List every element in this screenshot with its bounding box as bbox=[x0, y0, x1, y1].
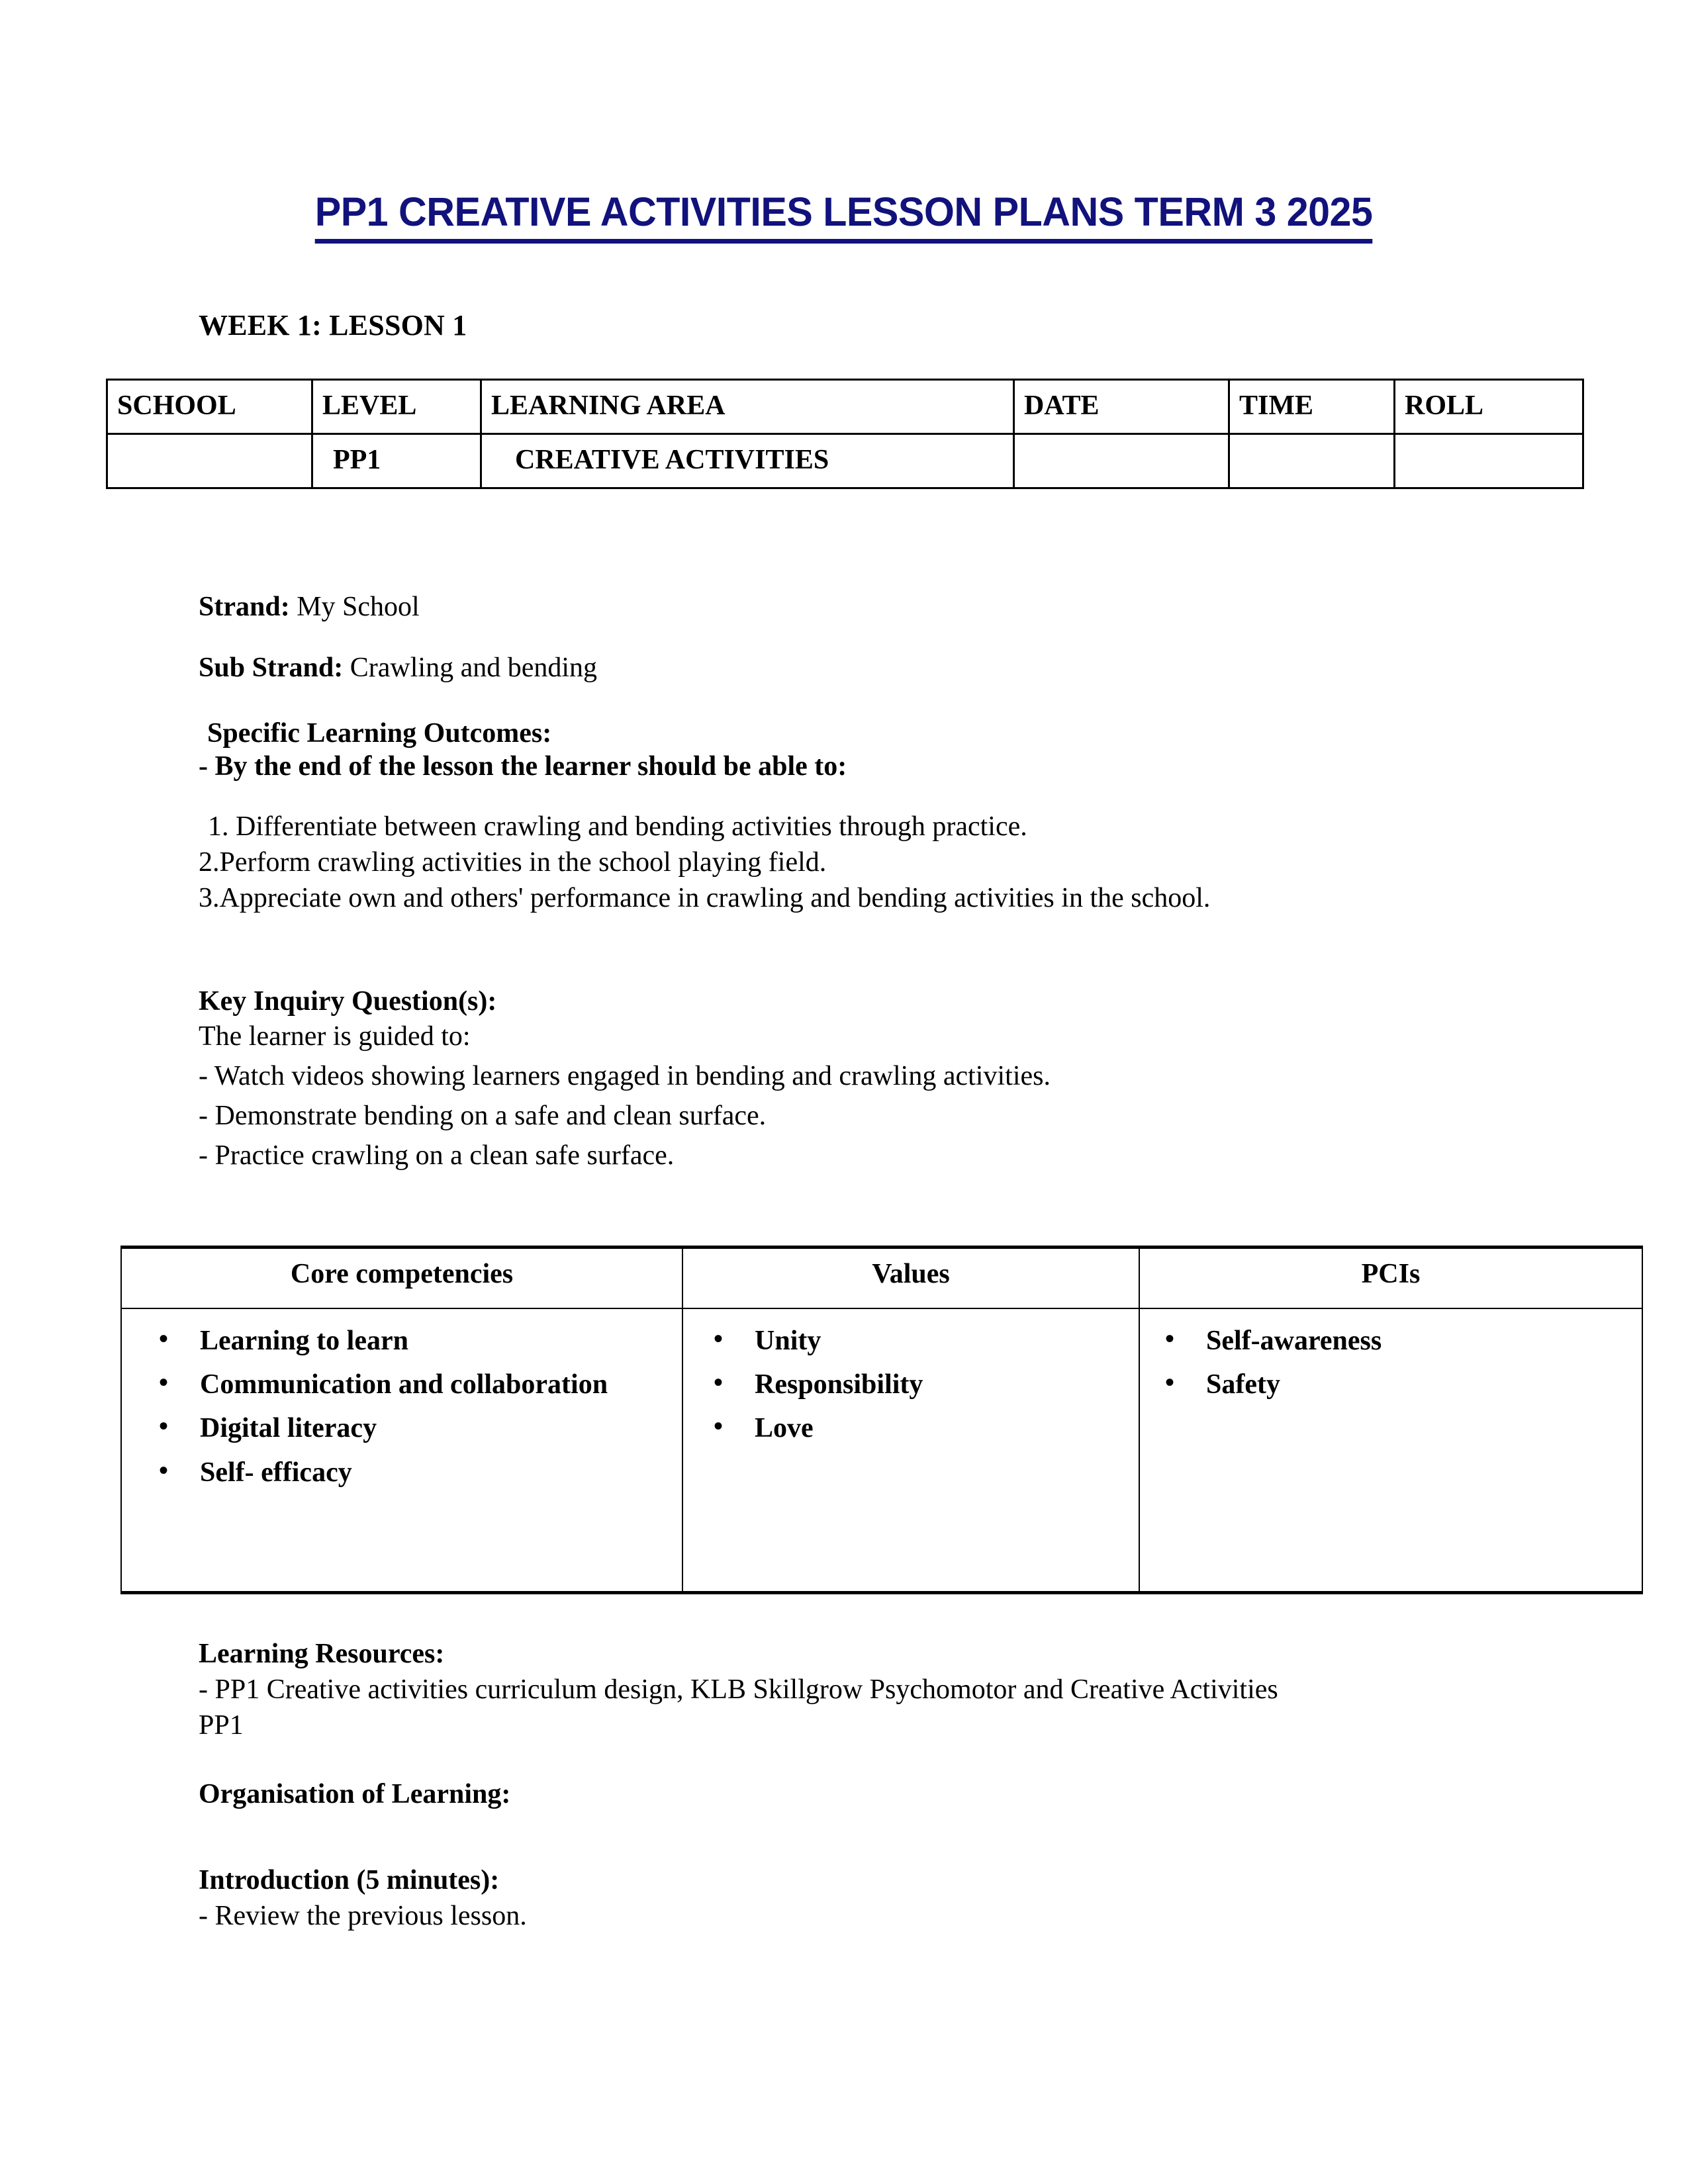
strand-line-content bbox=[199, 593, 420, 621]
cell-date[interactable] bbox=[1014, 434, 1229, 488]
list-item: • Self- efficacy bbox=[200, 1453, 667, 1492]
cell-values bbox=[682, 1308, 1139, 1593]
list-item: 1. Differentiate between crawling and bending activities through practice. bbox=[208, 811, 1027, 842]
strand-value: My School bbox=[289, 592, 420, 622]
introduction-item: - Review the previous lesson. bbox=[199, 1901, 527, 1931]
organisation-of-learning-section bbox=[199, 1780, 510, 1808]
col-header-values: Values bbox=[682, 1248, 1139, 1308]
list-item: • Communication and collaboration bbox=[200, 1365, 667, 1404]
col-header-level: LEVEL bbox=[312, 380, 481, 434]
list-item: • Unity bbox=[755, 1321, 1124, 1361]
learning-resources-line-2: PP1 bbox=[199, 1710, 244, 1741]
list-item: - Practice crawling on a clean safe surface. bbox=[199, 1140, 675, 1171]
col-header-date: DATE bbox=[1014, 380, 1229, 434]
cell-roll[interactable] bbox=[1395, 434, 1583, 488]
specific-learning-outcomes-heading-text: Specific Learning Outcomes: bbox=[207, 718, 552, 749]
key-inquiry-body bbox=[199, 1023, 1051, 1181]
introduction-section bbox=[199, 1866, 527, 1938]
list-item: • Digital literacy bbox=[200, 1408, 667, 1448]
list-item: - Watch videos showing learners engaged in bending and crawling activities. bbox=[199, 1061, 1051, 1091]
week-lesson-heading: WEEK 1: LESSON 1 bbox=[199, 309, 467, 341]
introduction-heading: Introduction (5 minutes): bbox=[199, 1865, 500, 1895]
sub-strand-label: Sub Strand: bbox=[199, 653, 344, 683]
specific-learning-outcomes-heading bbox=[207, 719, 551, 747]
lesson-info-table bbox=[106, 379, 1584, 489]
list-item: 2.Perform crawling activities in the school playing field. bbox=[199, 847, 827, 878]
cell-pcis bbox=[1139, 1308, 1642, 1593]
table-row-header bbox=[121, 1248, 1642, 1308]
list-item: • Responsibility bbox=[755, 1365, 1124, 1404]
strand-line bbox=[199, 593, 420, 621]
key-inquiry-intro: The learner is guided to: bbox=[199, 1021, 471, 1052]
cell-school[interactable] bbox=[107, 434, 312, 488]
table-row bbox=[121, 1308, 1642, 1593]
learning-outcomes-list bbox=[199, 813, 1210, 920]
col-header-school: SCHOOL bbox=[107, 380, 312, 434]
sub-strand-line-content bbox=[199, 654, 597, 682]
list-item: • Love bbox=[755, 1408, 1124, 1448]
strand-label: Strand: bbox=[199, 592, 290, 622]
sub-strand-value: Crawling and bending bbox=[343, 653, 598, 683]
col-header-learning-area: LEARNING AREA bbox=[481, 380, 1014, 434]
list-item: • Safety bbox=[1206, 1365, 1627, 1404]
table-row-header bbox=[107, 380, 1583, 434]
cell-core-competencies bbox=[121, 1308, 682, 1593]
list-item: • Self-awareness bbox=[1206, 1321, 1627, 1361]
learning-resources-section bbox=[199, 1640, 1278, 1747]
col-header-time: TIME bbox=[1229, 380, 1395, 434]
specific-learning-outcomes-subheading-text: - By the end of the lesson the learner should be able to: bbox=[199, 751, 847, 782]
cell-time[interactable] bbox=[1229, 434, 1395, 488]
cell-level[interactable]: PP1 bbox=[312, 434, 481, 488]
list-item: - Demonstrate bending on a safe and clean surface. bbox=[199, 1101, 767, 1131]
key-inquiry-heading bbox=[199, 987, 496, 1015]
page-title bbox=[0, 191, 1688, 244]
list-item: 3.Appreciate own and others' performance in crawling and bending activities in the school. bbox=[199, 883, 1211, 913]
col-header-core-competencies: Core competencies bbox=[121, 1248, 682, 1308]
competencies-table bbox=[120, 1246, 1643, 1594]
list-item: • Learning to learn bbox=[200, 1321, 667, 1361]
values-list bbox=[683, 1321, 1139, 1449]
cell-learning-area[interactable]: CREATIVE ACTIVITIES bbox=[481, 434, 1014, 488]
learning-resources-line-1: - PP1 Creative activities curriculum design, KLB Skillgrow Psychomotor and Creative Activities bbox=[199, 1674, 1278, 1705]
core-competencies-list bbox=[122, 1321, 682, 1493]
table-row bbox=[107, 434, 1583, 488]
pcis-list bbox=[1140, 1321, 1642, 1405]
col-header-pcis: PCIs bbox=[1139, 1248, 1642, 1308]
col-header-roll: ROLL bbox=[1395, 380, 1583, 434]
organisation-of-learning-heading: Organisation of Learning: bbox=[199, 1779, 511, 1809]
learning-resources-heading: Learning Resources: bbox=[199, 1639, 445, 1669]
key-inquiry-heading-text: Key Inquiry Question(s): bbox=[199, 986, 497, 1017]
specific-learning-outcomes-subheading bbox=[199, 752, 847, 780]
page-title-text: PP1 CREATIVE ACTIVITIES LESSON PLANS TERM 3 2025 bbox=[315, 191, 1373, 244]
sub-strand-line bbox=[199, 654, 597, 682]
